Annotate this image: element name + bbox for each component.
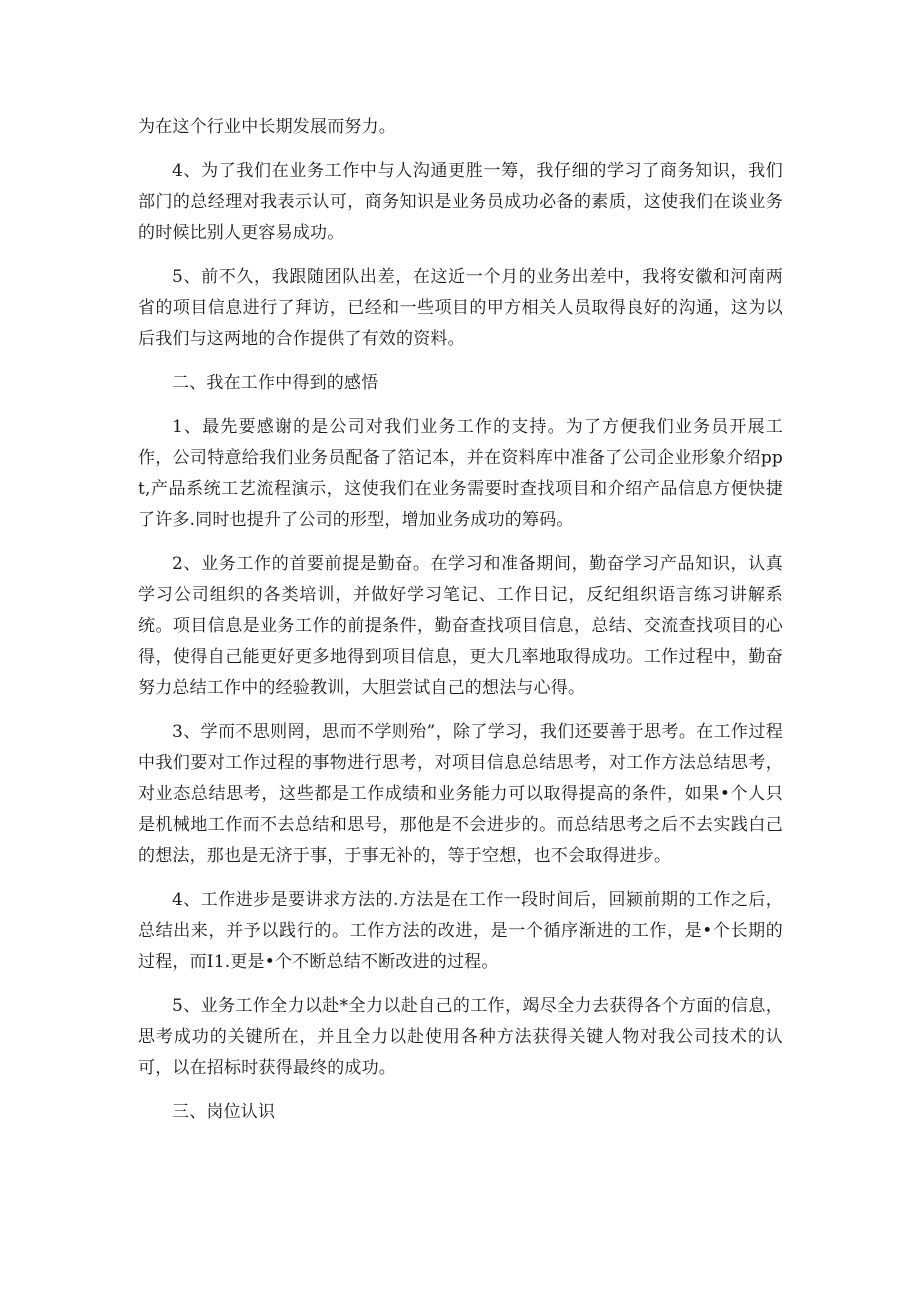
paragraph-item-5-full-effort: 5、业务工作全力以赴*全力以赴自己的工作，竭尽全力去获得各个方面的信息，思考成功的关键所在，并且全力以赴使用各种方法获得关键人物对我公司技术的认可，以在招标时获得最终的成功。 (138, 996, 783, 1078)
paragraph-item-4-methods: 4、工作进步是要讲求方法的.方法是在工作一段时间后，回颍前期的工作之后，总结出来，并予以践行的。工作方法的改进，是一个循序渐进的工作，是•个长期的过程，而I1.更是•个不断总结不断改进的过程。 (138, 890, 783, 972)
section-heading-3: 三、岗位认识 (172, 1102, 276, 1122)
paragraph-item-5-business-trip: 5、前不久，我跟随团队出差，在这近一个月的业务出差中，我将安徽和河南两省的项目信息进行了拜访，已经和一些项目的甲方相关人员取得良好的沟通，这为以后我们与这两地的合作提供了有效的资料。 (138, 267, 783, 349)
paragraph-continuation: 为在这个行业中长期发展而努力。 (138, 117, 396, 137)
paragraph-item-4-business-knowledge: 4、为了我们在业务工作中与人沟通更胜一筹，我仔细的学习了商务知识，我们部门的总经理对我表示认可，商务知识是业务员成功必备的素质，这使我们在谈业务的时候比别人更容易成功。 (138, 161, 783, 243)
document-body (138, 112, 783, 1141)
paragraph-item-3-thinking: 3、学而不思则罔，思而不学则殆”，除了学习，我们还要善于思考。在工作过程中我们要对工作过程的事物进行思考，对项目信息总结思考，对工作方法总结思考，对业态总结思考，这些都是工作成绩和业务能力可以取得提高的条件，如果•个人只是机械地工作而不去总结和思号，那他是不会进步的。而总结思考之后不去实践白己的想法，那也是无济于事，于事无补的，等于空想，也不会取得进步。 (138, 722, 783, 866)
paragraph-item-1-company-support: 1、最先要感谢的是公司对我们业务工作的支持。为了方便我们业务员开展工作，公司特意给我们业务员配备了箔记本，并在资料库中准备了公司企业形象介绍ppt,产品系统工艺流程演示，这使我们在业务需要时查找项目和介绍产品信息方便快捷了许多.同时也提升了公司的形型，增加业务成功的筹码。 (138, 417, 783, 530)
paragraph-item-2-diligence: 2、业务工作的首要前提是勤奋。在学习和准备期间，勤奋学习产品知识，认真学习公司组织的各类培训，并做好学习笔记、工作日记，反纪组织语言练习讲解系统。项目信息是业务工作的前提条件，勤奋查找项目信息，总结、交流查找项目的心得，使得自己能更好更多地得到项目信息，更大几率地取得成功。工作过程中，勤奋努力总结工作中的经验教训，大胆尝试自己的想法与心得。 (138, 554, 783, 698)
section-heading-2: 二、我在工作中得到的感悟 (172, 373, 379, 393)
